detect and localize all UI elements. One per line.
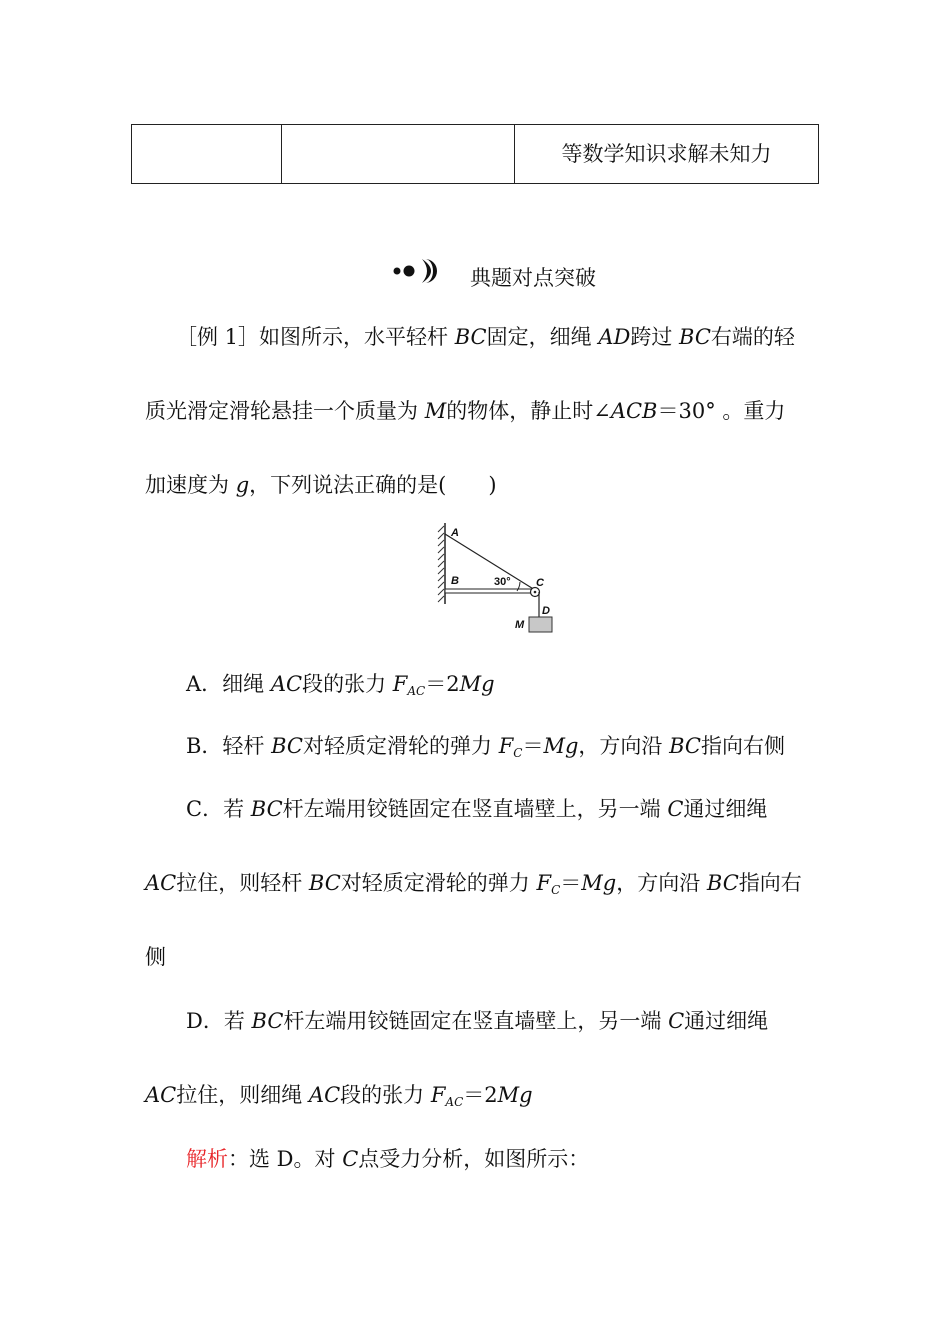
label-m: M bbox=[515, 619, 525, 631]
example-line-1: ［例 1］如图所示，水平轻杆 BC固定，细绳 AD跨过 BC右端的轻 bbox=[176, 325, 795, 349]
label-b: B bbox=[451, 575, 459, 587]
angle-label: 30° bbox=[494, 576, 511, 588]
table-cell-1 bbox=[132, 125, 282, 184]
analysis-label: 解析 bbox=[186, 1147, 228, 1171]
option-b: B．轻杆 BC对轻质定滑轮的弹力 $F_C=Mg$，方向沿 BC指向右侧 bbox=[186, 734, 785, 760]
table-cell-2 bbox=[282, 125, 515, 184]
table-cell-3 bbox=[515, 125, 819, 184]
example-label: ［例 1］ bbox=[176, 325, 260, 349]
table-cell-text: 等数学知识求解未知力 bbox=[561, 142, 772, 166]
example-line-2: 质光滑定滑轮悬挂一个质量为 M的物体，静止时∠ACB＝30° 。重力 bbox=[145, 399, 786, 423]
label-a: A bbox=[451, 527, 459, 539]
knowledge-table bbox=[131, 124, 819, 184]
table-row bbox=[132, 125, 819, 184]
option-c-line-2: AC拉住，则轻杆 BC对轻质定滑轮的弹力 $F_C=Mg$，方向沿 BC指向右 bbox=[145, 871, 802, 897]
option-c-line-1: C．若 BC杆左端用铰链固定在竖直墙壁上，另一端 C通过细绳 bbox=[186, 797, 768, 821]
label-c: C bbox=[536, 577, 544, 589]
section-dots-icon bbox=[392, 258, 448, 284]
label-d: D bbox=[542, 605, 550, 617]
option-a: A．细绳 AC段的张力 $F_{AC}=2Mg$ bbox=[186, 672, 495, 698]
pulley-figure bbox=[425, 520, 565, 638]
option-d-line-1: D．若 BC杆左端用铰链固定在竖直墙壁上，另一端 C通过细绳 bbox=[186, 1009, 769, 1033]
example-line-3: 加速度为 g，下列说法正确的是( ) bbox=[145, 473, 497, 497]
section-title: 典题对点突破 bbox=[470, 266, 596, 290]
option-c-line-3: 侧 bbox=[145, 945, 166, 969]
option-d-line-2: AC拉住，则细绳 AC段的张力 $F_{AC}=2Mg$ bbox=[145, 1083, 533, 1109]
analysis-line: 解析：选 D。对 C点受力分析，如图所示： bbox=[186, 1147, 590, 1171]
